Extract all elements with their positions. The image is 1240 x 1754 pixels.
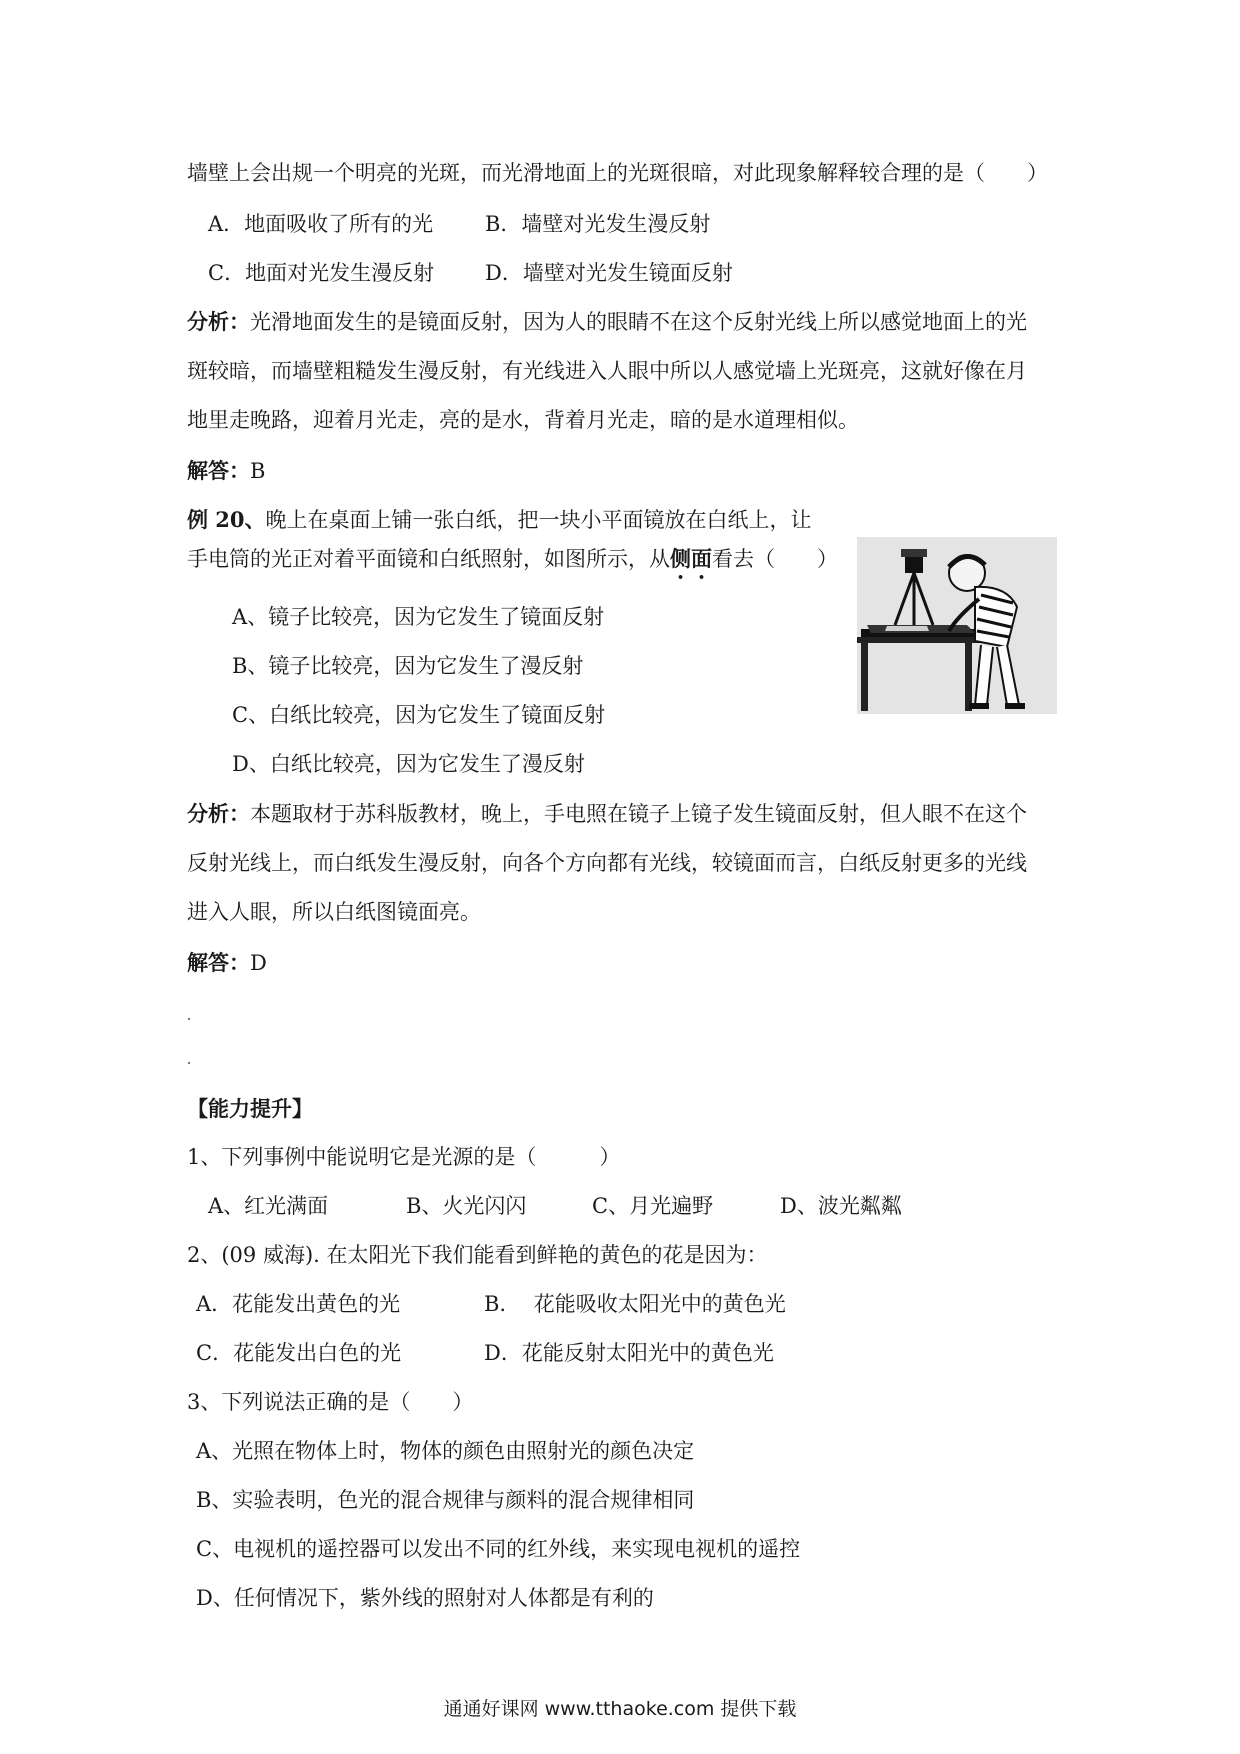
- p1-option-b: B、火光闪闪: [406, 1194, 527, 1218]
- q20-emphasis-side: 侧面: [670, 546, 712, 571]
- q19-option-b: B．墙壁对光发生漫反射: [485, 212, 711, 236]
- q19-stem-tail: 墙壁上会出规一个明亮的光斑，而光滑地面上的光斑很暗，对此现象解释较合理的是（ ）: [187, 161, 1048, 185]
- q19-analysis-line-1: 分析：光滑地面发生的是镜面反射，因为人的眼睛不在这个反射光线上所以感觉地面上的光: [187, 309, 1027, 334]
- p2-option-d: D．花能反射太阳光中的黄色光: [484, 1341, 774, 1365]
- q20-answer: 解答：D: [187, 950, 267, 975]
- scan-speck: [188, 1018, 190, 1020]
- p3-stem: 3、下列说法正确的是（ ）: [187, 1390, 474, 1414]
- p3-option-b: B、实验表明，色光的混合规律与颜料的混合规律相同: [196, 1488, 695, 1512]
- q20-analysis-label: 分析：: [187, 801, 250, 826]
- q20-label: 例 20、: [187, 507, 266, 532]
- q19-analysis-label: 分析：: [187, 309, 250, 334]
- section-title: 【能力提升】: [187, 1096, 313, 1121]
- q19-option-d: D．墙壁对光发生镜面反射: [485, 261, 733, 285]
- page-footer: 通通好课网 www.tthaoke.com 提供下载: [443, 1698, 797, 1720]
- q20-option-c: C、白纸比较亮，因为它发生了镜面反射: [232, 703, 606, 727]
- scan-speck: [188, 1062, 190, 1064]
- q20-analysis-line-1: 分析：本题取材于苏科版教材，晚上，手电照在镜子上镜子发生镜面反射，但人眼不在这个: [187, 801, 1027, 826]
- q19-option-a: A．地面吸收了所有的光: [208, 212, 434, 236]
- person-flashlight-illustration: [857, 537, 1057, 714]
- q20-answer-label: 解答：: [187, 950, 250, 975]
- q20-option-d: D、白纸比较亮，因为它发生了漫反射: [232, 752, 585, 776]
- p2-option-a: A．花能发出黄色的光: [196, 1292, 401, 1316]
- q19-analysis-line-2: 斑较暗，而墙壁粗糙发生漫反射，有光线进入人眼中所以人感觉墙上光斑亮，这就好像在月: [187, 359, 1027, 383]
- p2-option-b: B. 花能吸收太阳光中的黄色光: [484, 1292, 786, 1316]
- q19-answer: 解答：B: [187, 458, 266, 483]
- q20-analysis-line-3: 进入人眼，所以白纸图镜面亮。: [187, 900, 481, 924]
- q20-stem-line-2: 手电筒的光正对着平面镜和白纸照射，如图所示，从侧面看去（ ）: [187, 546, 838, 571]
- q19-option-c: C．地面对光发生漫反射: [208, 261, 435, 285]
- p1-stem: 1、下列事例中能说明它是光源的是（ ）: [187, 1145, 621, 1169]
- p3-option-d: D、任何情况下，紫外线的照射对人体都是有利的: [196, 1586, 654, 1610]
- q19-analysis-line-3: 地里走晚路，迎着月光走，亮的是水，背着月光走，暗的是水道理相似。: [187, 408, 859, 432]
- q20-option-b: B、镜子比较亮，因为它发生了漫反射: [232, 654, 584, 678]
- p3-option-a: A、光照在物体上时，物体的颜色由照射光的颜色决定: [196, 1439, 695, 1463]
- p2-stem: 2、(09 威海). 在太阳光下我们能看到鲜艳的黄色的花是因为：: [187, 1243, 768, 1267]
- q20-figure-person-flashlight: [857, 537, 1057, 714]
- q20-analysis-line-2: 反射光线上，而白纸发生漫反射，向各个方向都有光线，较镜面而言，白纸反射更多的光线: [187, 851, 1027, 875]
- p2-option-c: C．花能发出白色的光: [196, 1341, 402, 1365]
- p1-option-d: D、波光粼粼: [780, 1194, 902, 1218]
- p3-option-c: C、电视机的遥控器可以发出不同的红外线，来实现电视机的遥控: [196, 1537, 801, 1561]
- p1-option-a: A、红光满面: [208, 1194, 329, 1218]
- q20-stem-line-1: 例 20、晚上在桌面上铺一张白纸，把一块小平面镜放在白纸上，让: [187, 507, 812, 532]
- q19-answer-label: 解答：: [187, 458, 250, 483]
- q20-option-a: A、镜子比较亮，因为它发生了镜面反射: [232, 605, 605, 629]
- p1-option-c: C、月光遍野: [592, 1194, 714, 1218]
